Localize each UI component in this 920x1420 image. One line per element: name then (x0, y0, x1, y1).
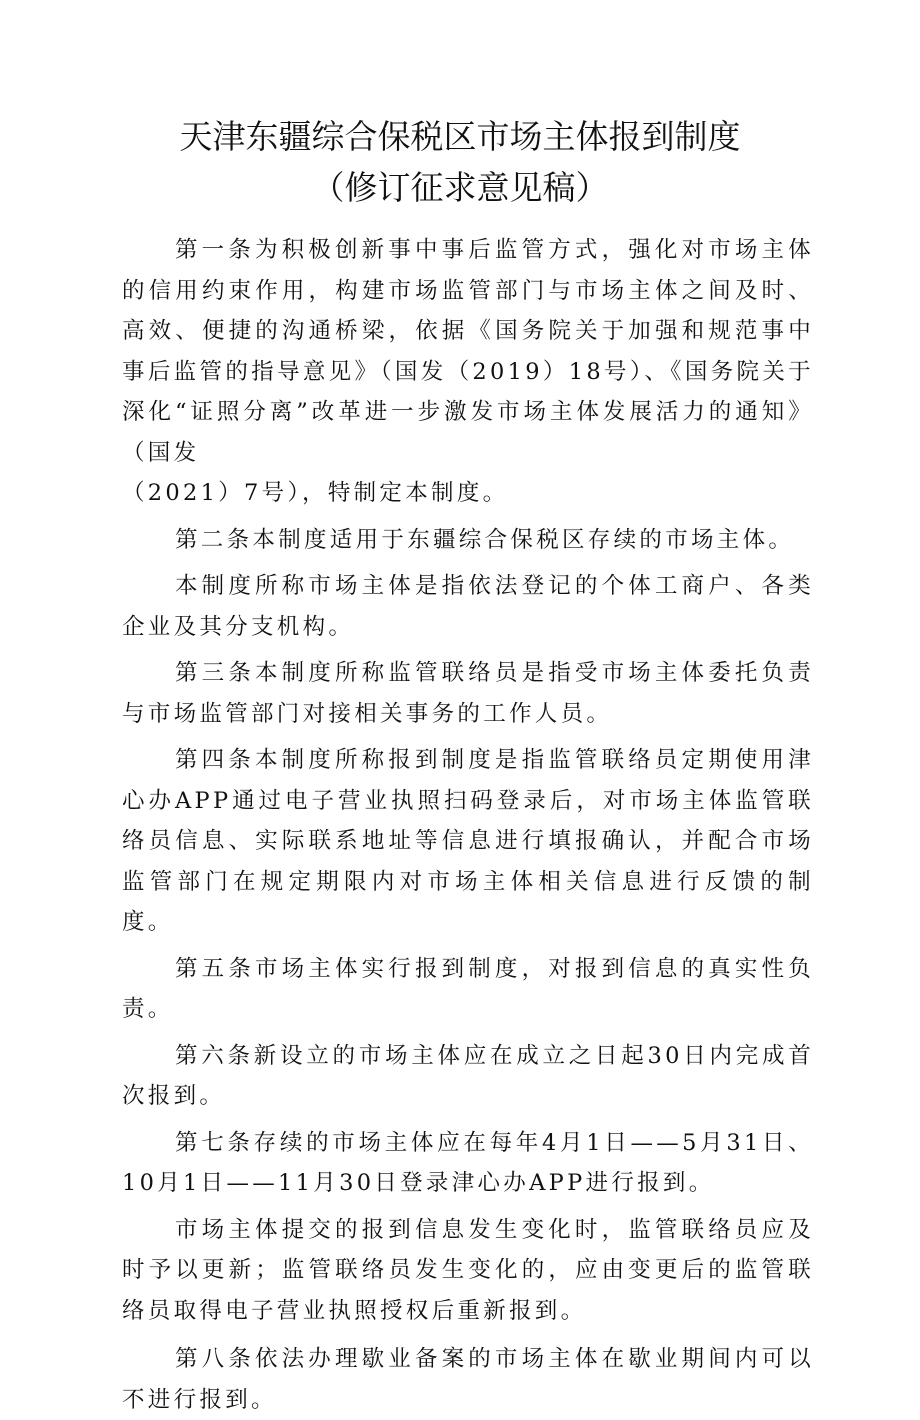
article-8-paragraph: 第八条依法办理歇业备案的市场主体在歇业期间内可以不进行报到。 (122, 1346, 814, 1413)
article-6-paragraph: 第六条新设立的市场主体应在成立之日起30日内完成首次报到。 (122, 1042, 814, 1109)
article-2-definition-paragraph: 本制度所称市场主体是指依法登记的个体工商户、各类企业及其分支机构。 (122, 573, 814, 640)
document-subtitle: （修订征求意见稿） (311, 168, 609, 207)
article-1-paragraph: 第一条为积极创新事中事后监管方式，强化对市场主体的信用约束作用，构建市场监管部门与市场主体之间及时、高效、便捷的沟通桥梁，依据《国务院关于加强和规范事中事后监管的指导意见》（国发（2019）18号）、《国务院关于深化“证照分离”改革进一步激发市场主体发展活力的通知》（国发 (122, 237, 814, 466)
article-2-paragraph: 第二条本制度适用于东疆综合保税区存续的市场主体。 (175, 526, 795, 553)
article-7-update-paragraph: 市场主体提交的报到信息发生变化时，监管联络员应及时予以更新；监管联络员发生变化的，应由变更后的监管联络员取得电子营业执照授权后重新报到。 (122, 1216, 814, 1324)
article-4-paragraph: 第四条本制度所称报到制度是指监管联络员定期使用津心办APP通过电子营业执照扫码登录后，对市场主体监管联络员信息、实际联系地址等信息进行填报确认，并配合市场监管部门在规定期限内对市场主体相关信息进行反馈的制度。 (122, 747, 814, 935)
article-7-paragraph: 第七条存续的市场主体应在每年4月1日——5月31日、10月1日——11月30日登录津心办APP进行报到。 (122, 1129, 814, 1196)
document-body (122, 230, 814, 1420)
article-1-continuation: （2021）7号），特制定本制度。 (122, 480, 509, 506)
article-3-paragraph: 第三条本制度所称监管联络员是指受市场主体委托负责与市场监管部门对接相关事务的工作人员。 (122, 660, 814, 727)
document-title: 天津东疆综合保税区市场主体报到制度 (179, 117, 741, 156)
article-5-paragraph: 第五条市场主体实行报到制度，对报到信息的真实性负责。 (122, 955, 814, 1022)
